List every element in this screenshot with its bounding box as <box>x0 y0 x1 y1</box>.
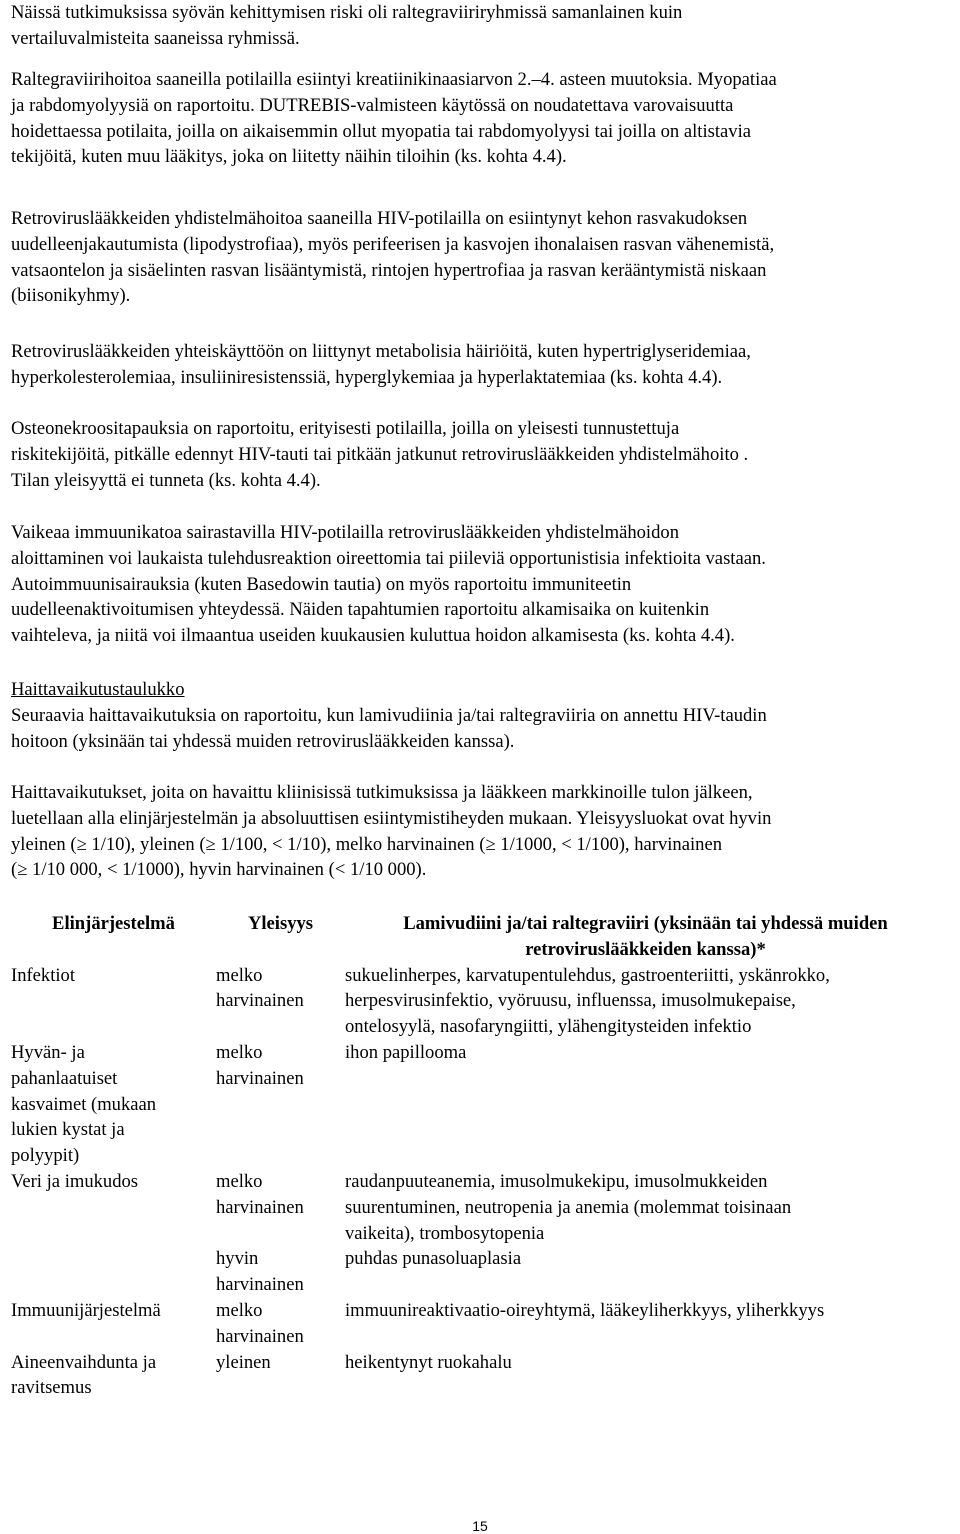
cell-text: melko <box>216 1041 263 1063</box>
paragraph-frequency-definitions <box>11 780 771 883</box>
text-line: hoitoon (yksinään tai yhdessä muiden retroviruslääkkeiden kanssa). <box>11 730 515 752</box>
cell-text: polyypit) <box>11 1145 80 1167</box>
cell-organ <box>11 1246 216 1298</box>
cell-text: ihon papillooma <box>345 1041 467 1063</box>
text-line: vertailuvalmisteita saaneissa ryhmissä. <box>11 27 300 49</box>
text-line: ja rabdomyolyysiä on raportoitu. DUTREBIS-valmisteen käytössä on noudatettava varovaisuutta <box>11 94 734 116</box>
cell-text: Aineenvaihdunta ja <box>11 1351 157 1373</box>
text-line: Retroviruslääkkeiden yhteiskäyttöön on liittynyt metabolisia häiriöitä, kuten hypertriglyseridemiaa, <box>11 341 751 362</box>
text-line: uudelleenaktivoitumisen yhteydessä. Näiden tapahtumien raportoitu alkamisaika on kuitenkin <box>11 599 710 621</box>
text-line: riskitekijöitä, pitkälle edennyt HIV-tauti tai pitkään jatkunut retroviruslääkkeiden yhdistelmähoito . <box>11 443 749 465</box>
cell-frequency <box>216 963 345 1040</box>
header-text: Lamivudiini ja/tai raltegraviiri (yksinään tai yhdessä muiden <box>403 913 888 934</box>
cell-text: hyvin <box>216 1248 259 1270</box>
text-line: Tilan yleisyyttä ei tunneta (ks. kohta 4.4). <box>11 469 321 491</box>
cell-text: puhdas punasoluaplasia <box>345 1248 522 1270</box>
cell-text: ontelosyylä, nasofaryngiitti, ylähengitysteiden infektio <box>345 1016 752 1038</box>
section-heading: Haittavaikutustaulukko <box>11 679 185 700</box>
paragraph-metabolic <box>11 339 751 391</box>
table-row <box>11 1246 946 1298</box>
cell-text: harvinainen <box>216 1274 304 1296</box>
cell-organ <box>11 1169 216 1246</box>
cell-text: yleinen <box>216 1351 271 1373</box>
page-number: 15 <box>472 1518 488 1534</box>
cell-text: Hyvän- ja <box>11 1041 85 1063</box>
text-line: Retroviruslääkkeiden yhdistelmähoitoa saaneilla HIV-potilailla on esiintynyt kehon rasvakudoksen <box>11 208 748 229</box>
text-line: Osteonekroositapauksia on raportoitu, erityisesti potilailla, joilla on yleisesti tunnustettuja <box>11 418 680 439</box>
text-line: Haittavaikutukset, joita on havaittu kliinisissä tutkimuksissa ja lääkkeen markkinoille tulon jälkeen, <box>11 782 753 803</box>
text-line: Vaikeaa immuunikatoa sairastavilla HIV-potilailla retroviruslääkkeiden yhdistelmähoidon <box>11 522 679 543</box>
text-line: vaihteleva, ja niitä voi ilmaantua useiden kuukausien kuluttua hoidon alkamisesta (ks. kohta 4.4). <box>11 625 735 647</box>
text-line: Autoimmuunisairauksia (kuten Basedowin tautia) on myös raportoitu immuniteetin <box>11 573 632 595</box>
text-line: Seuraavia haittavaikutuksia on raportoitu, kun lamivudiinia ja/tai raltegraviiria on annettu HIV-taudin <box>11 704 767 726</box>
text-line: aloittaminen voi laukaista tulehdusreaktion oireettomia tai piileviä opportunistisia infektioita vastaan. <box>11 547 766 569</box>
text-line: luetellaan alla elinjärjestelmän ja absoluuttisen esiintymistiheyden mukaan. Yleisyysluokat ovat hyvin <box>11 807 772 829</box>
table-row <box>11 1298 946 1350</box>
text-line: (≥ 1/10 000, < 1/1000), hyvin harvinainen (< 1/10 000). <box>11 859 427 881</box>
cell-text: harvinainen <box>216 1325 304 1347</box>
cell-organ <box>11 963 216 1040</box>
cell-reactions <box>345 963 946 1040</box>
cell-text: melko <box>216 964 263 986</box>
table-row <box>11 1350 946 1402</box>
cell-organ <box>11 1040 216 1169</box>
cell-text: harvinainen <box>216 1067 304 1089</box>
cell-text: melko <box>216 1299 263 1321</box>
text-line: hyperkolesterolemiaa, insuliiniresistenssiä, hyperglykemiaa ja hyperlaktatemiaa (ks. kohta 4.4). <box>11 366 723 388</box>
cell-text: melko <box>216 1170 263 1192</box>
cell-text: raudanpuuteanemia, imusolmukekipu, imusolmukkeiden <box>345 1170 768 1192</box>
header-text: Yleisyys <box>247 913 314 934</box>
cell-text: Veri ja imukudos <box>11 1170 139 1192</box>
paragraph-osteonecrosis <box>11 416 748 493</box>
table-header-row <box>11 908 946 963</box>
adverse-reactions-table <box>11 908 946 1401</box>
text-line: (biisonikyhmy). <box>11 285 131 307</box>
cell-text: sukuelinherpes, karvatupentulehdus, gastroenteriitti, yskänrokko, <box>345 964 830 986</box>
cell-organ <box>11 1298 216 1350</box>
header-text: Elinjärjestelmä <box>52 913 175 934</box>
header-organ-system <box>11 908 216 963</box>
cell-text: pahanlaatuiset <box>11 1067 118 1089</box>
cell-frequency <box>216 1040 345 1169</box>
paragraph-lipodystrophy <box>11 206 774 309</box>
cell-text: immuunireaktivaatio-oireyhtymä, lääkeyliherkkyys, yliherkkyys <box>345 1299 825 1321</box>
text-line: tekijöitä, kuten muu lääkitys, joka on liitetty näihin tiloihin (ks. kohta 4.4). <box>11 146 567 168</box>
table-row <box>11 1040 946 1169</box>
paragraph-creatine-kinase <box>11 67 777 170</box>
cell-text: heikentynyt ruokahalu <box>345 1351 512 1373</box>
header-text-wrap <box>345 908 946 963</box>
cell-text: vaikeita), trombosytopenia <box>345 1222 545 1244</box>
cell-text: lukien kystat ja <box>11 1119 125 1141</box>
cell-text: suurentuminen, neutropenia ja anemia (molemmat toisinaan <box>345 1196 792 1218</box>
text-line: Näissä tutkimuksissa syövän kehittymisen riski oli raltegraviiriryhmissä samanlainen kuin <box>11 2 683 23</box>
cell-text: Immuunijärjestelmä <box>11 1299 161 1321</box>
cell-text: harvinainen <box>216 990 304 1012</box>
cell-frequency <box>216 1246 345 1298</box>
cell-text: kasvaimet (mukaan <box>11 1093 157 1115</box>
header-text: retroviruslääkkeiden kanssa)* <box>525 938 766 960</box>
cell-reactions <box>345 1298 946 1350</box>
cell-text: herpesvirusinfektio, vyöruusu, influenssa, imusolmukepaise, <box>345 990 796 1012</box>
cell-text: ravitsemus <box>11 1377 92 1399</box>
header-reactions <box>345 908 946 963</box>
cell-reactions <box>345 1246 946 1298</box>
cell-frequency <box>216 1169 345 1246</box>
text-line: Raltegraviirihoitoa saaneilla potilailla esiintyi kreatiinikinaasiarvon 2.–4. asteen muutoksia. Myopatiaa <box>11 69 777 90</box>
table-row <box>11 963 946 1040</box>
cell-frequency <box>216 1298 345 1350</box>
text-line: uudelleenjakautumista (lipodystrofiaa), myös perifeerisen ja kasvojen ihonalaisen rasvan vähenemistä, <box>11 233 775 255</box>
cell-reactions <box>345 1169 946 1246</box>
paragraph-cancer-risk <box>11 0 682 52</box>
text-line: vatsaontelon ja sisäelinten rasvan lisääntymistä, rintojen hypertrofiaa ja rasvan kerääntymistä niskaan <box>11 259 767 281</box>
text-line: hoidettaessa potilaita, joilla on aikaisemmin ollut myopatia tai rabdomyolyysi tai joilla on altistavia <box>11 120 751 142</box>
cell-reactions <box>345 1350 946 1402</box>
cell-organ <box>11 1350 216 1402</box>
cell-reactions <box>345 1040 946 1169</box>
cell-text: Infektiot <box>11 964 76 986</box>
cell-text: harvinainen <box>216 1196 304 1218</box>
section-adverse-reactions-table <box>11 677 767 754</box>
text-line: yleinen (≥ 1/10), yleinen (≥ 1/100, < 1/10), melko harvinainen (≥ 1/1000, < 1/100), harvinainen <box>11 833 722 855</box>
paragraph-immune-reconstitution <box>11 520 766 649</box>
cell-frequency <box>216 1350 345 1402</box>
table-row <box>11 1169 946 1246</box>
header-frequency <box>216 908 345 963</box>
